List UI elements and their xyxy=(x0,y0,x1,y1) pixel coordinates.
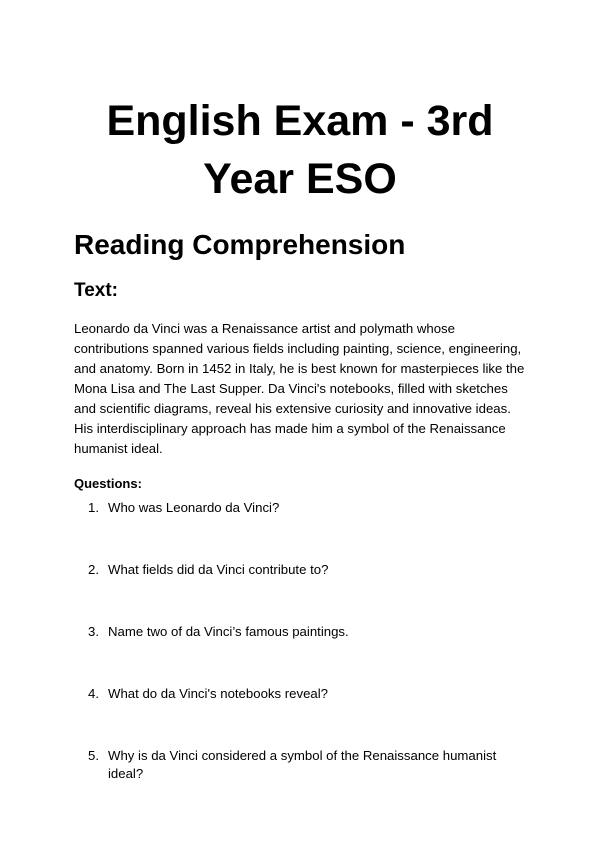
question-number: 3. xyxy=(88,624,99,639)
page-title: English Exam - 3rd Year ESO xyxy=(106,97,494,203)
question-item xyxy=(74,747,526,783)
question-text: Why is da Vinci considered a symbol of the Renaissance humanist ideal? xyxy=(108,748,497,781)
question-number: 5. xyxy=(88,748,99,763)
question-text: What fields did da Vinci contribute to? xyxy=(108,562,329,577)
questions-label: Questions: xyxy=(74,476,142,491)
question-item xyxy=(74,499,526,517)
question-number: 2. xyxy=(88,562,99,577)
question-text: Who was Leonardo da Vinci? xyxy=(108,500,280,515)
section-heading: Reading Comprehension xyxy=(74,229,406,260)
questions-list xyxy=(74,499,526,783)
question-text: What do da Vinci's notebooks reveal? xyxy=(108,686,329,701)
question-item xyxy=(74,561,526,579)
text-heading: Text: xyxy=(74,280,118,301)
question-text: Name two of da Vinci’s famous paintings. xyxy=(108,624,349,639)
question-item xyxy=(74,685,526,703)
question-number: 1. xyxy=(88,500,99,515)
question-number: 4. xyxy=(88,686,99,701)
question-item xyxy=(74,623,526,641)
reading-passage: Leonardo da Vinci was a Renaissance artist and polymath whose contributions spanned various fields including painting, science, engineering, and anatomy. Born in 1452 in Italy, he is best known for masterpieces like the Mona Lisa and The Last Supper. Da Vinci's notebooks, filled with sketches and scientific diagrams, reveal his extensive curiosity and innovative ideas. His interdisciplinary approach has made him a symbol of the Renaissance humanist ideal. xyxy=(74,321,525,456)
